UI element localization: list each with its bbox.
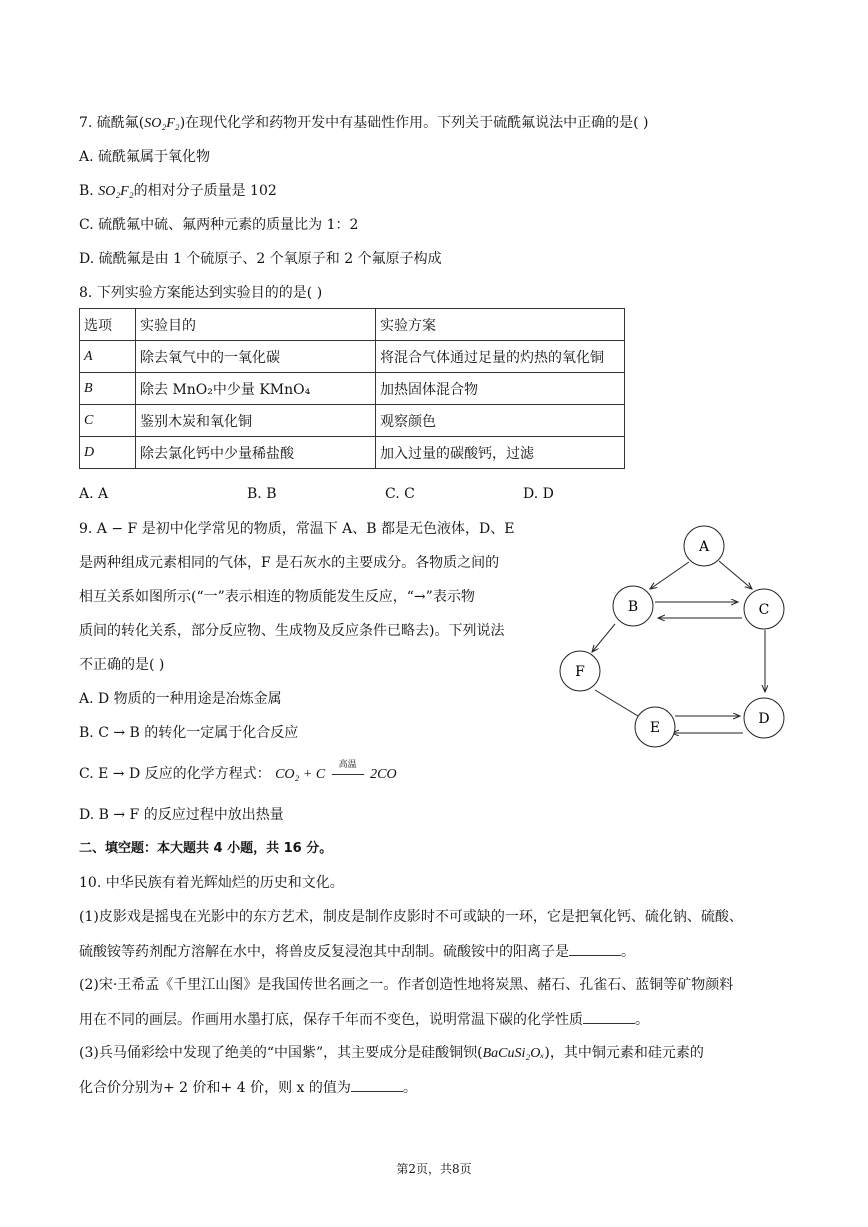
table-cell: C — [80, 405, 136, 437]
q8-option-b: B. B — [247, 486, 277, 502]
q10-part1-line: (1)皮影戏是摇曳在光影中的东方艺术，制皮是制作皮影时不可或缺的一环，它是把氧化钙、硫化钠、硫酸、 — [79, 909, 743, 925]
q7-option-a: A. 硫酰氟属于氧化物 — [79, 149, 211, 165]
arrow-a-to-c — [719, 561, 752, 589]
node-b — [613, 586, 653, 626]
table-cell: 加入过量的碳酸钙，过滤 — [376, 437, 625, 469]
q9-option-c: C. E → D 反应的化学方程式： CO₂ + C 高温 2CO — [79, 760, 397, 782]
q8-stem: 8. 下列实验方案能达到实验目的的是( ) — [79, 285, 323, 301]
answer-blank[interactable] — [351, 1077, 403, 1092]
table-cell: A — [80, 341, 136, 373]
q9-option-a: A. D 物质的一种用途是冶炼金属 — [79, 691, 282, 707]
table-cell: D — [80, 437, 136, 469]
q8-option-c: C. C — [385, 486, 415, 502]
q7-stem: 7. 硫酰氟(SO₂F₂)在现代化学和药物开发中有基础性作用。下列关于硫酰氟说法中正确的是( ) — [79, 115, 649, 131]
table-cell: 除去氯化钙中少量稀盐酸 — [136, 437, 376, 469]
node-a — [684, 526, 724, 566]
answer-blank[interactable] — [569, 941, 621, 956]
q7-option-d: D. 硫酰氟是由 1 个硫原子、2 个氧原子和 2 个氟原子构成 — [79, 251, 442, 267]
q8-option-a: A. A — [79, 486, 109, 502]
svg-text:D: D — [758, 711, 770, 727]
node-f — [560, 651, 600, 691]
arrow-a-to-b — [650, 562, 689, 589]
q8-option-d: D. D — [523, 486, 554, 502]
q9-stem-line: 是两种组成元素相同的气体，F 是石灰水的主要成分。各物质之间的 — [79, 555, 500, 571]
table-header: 实验方案 — [376, 309, 625, 341]
q9-stem-line: 不正确的是( ) — [79, 657, 165, 673]
q9-option-b: B. C → B 的转化一定属于化合反应 — [79, 725, 299, 741]
page-footer: 第2页，共8页 — [396, 1162, 472, 1176]
section-heading: 二、填空题：本大题共 4 小题，共 16 分。 — [79, 841, 333, 856]
node-e — [635, 707, 675, 747]
svg-text:E: E — [649, 720, 661, 736]
table-cell: 观察颜色 — [376, 405, 625, 437]
node-d — [744, 698, 784, 738]
equation-rhs: 2CO — [370, 767, 397, 782]
table-cell: B — [80, 373, 136, 405]
table-header: 选项 — [80, 309, 136, 341]
reaction-line-f-e — [595, 690, 638, 716]
table-cell: 加热固体混合物 — [376, 373, 625, 405]
table-cell: 鉴别木炭和氧化铜 — [136, 405, 376, 437]
svg-text:B: B — [627, 599, 639, 615]
answer-blank[interactable] — [583, 1009, 635, 1024]
q10-part1-line: 硫酸铵等药剂配方溶解在水中，将兽皮反复浸泡其中刮制。硫酸铵中的阳离子是 。 — [79, 941, 635, 962]
svg-text:C: C — [758, 602, 770, 618]
q9-stem-line: 质间的转化关系，部分反应物、生成物及反应条件已略去)。下列说法 — [79, 623, 505, 639]
q7-option-c: C. 硫酰氟中硫、氟两种元素的质量比为 1：2 — [79, 217, 359, 233]
q9-stem-line: 9. A − F 是初中化学常见的物质，常温下 A、B 都是无色液体，D、E — [79, 521, 515, 537]
table-header: 实验目的 — [136, 309, 376, 341]
node-c — [744, 589, 784, 629]
table-cell: 将混合气体通过足量的灼热的氧化铜 — [376, 341, 625, 373]
table-cell: 除去 MnO₂中少量 KMnO₄ — [136, 373, 376, 405]
table-cell: 除去氧气中的一氧化碳 — [136, 341, 376, 373]
svg-text:F: F — [575, 664, 585, 680]
q9-option-d: D. B → F 的反应过程中放出热量 — [79, 807, 284, 823]
equation-lhs: CO₂ + C — [275, 767, 326, 782]
q10-stem: 10. 中华民族有着光辉灿烂的历史和文化。 — [79, 875, 344, 891]
q10-part2-line: 用在不同的画层。作画用水墨打底，保存千年而不变色，说明常温下碳的化学性质 。 — [79, 1009, 649, 1030]
q10-part3-line: 化合价分别为+ 2 价和+ 4 价，则 x 的值为 。 — [79, 1077, 417, 1098]
q10-part2-line: (2)宋·王希孟《千里江山图》是我国传世名画之一。作者创造性地将炭黑、赭石、孔雀石、蓝铜等矿物颜料 — [79, 977, 734, 993]
arrow-b-to-f — [592, 624, 615, 652]
q9-stem-line: 相互关系如图所示(“一”表示相连的物质能发生反应，“→”表示物 — [79, 589, 475, 605]
q7-option-b: B. SO₂F₂的相对分子质量是 102 — [79, 183, 277, 199]
svg-text:A: A — [698, 539, 710, 555]
q10-part3-line: (3)兵马俑彩绘中发现了绝美的“中国紫”，其主要成分是硅酸铜钡(BaCuSi₂Oₓ)，其中铜元素和硅元素的 — [79, 1045, 704, 1061]
reaction-condition: 高温 — [330, 764, 366, 784]
